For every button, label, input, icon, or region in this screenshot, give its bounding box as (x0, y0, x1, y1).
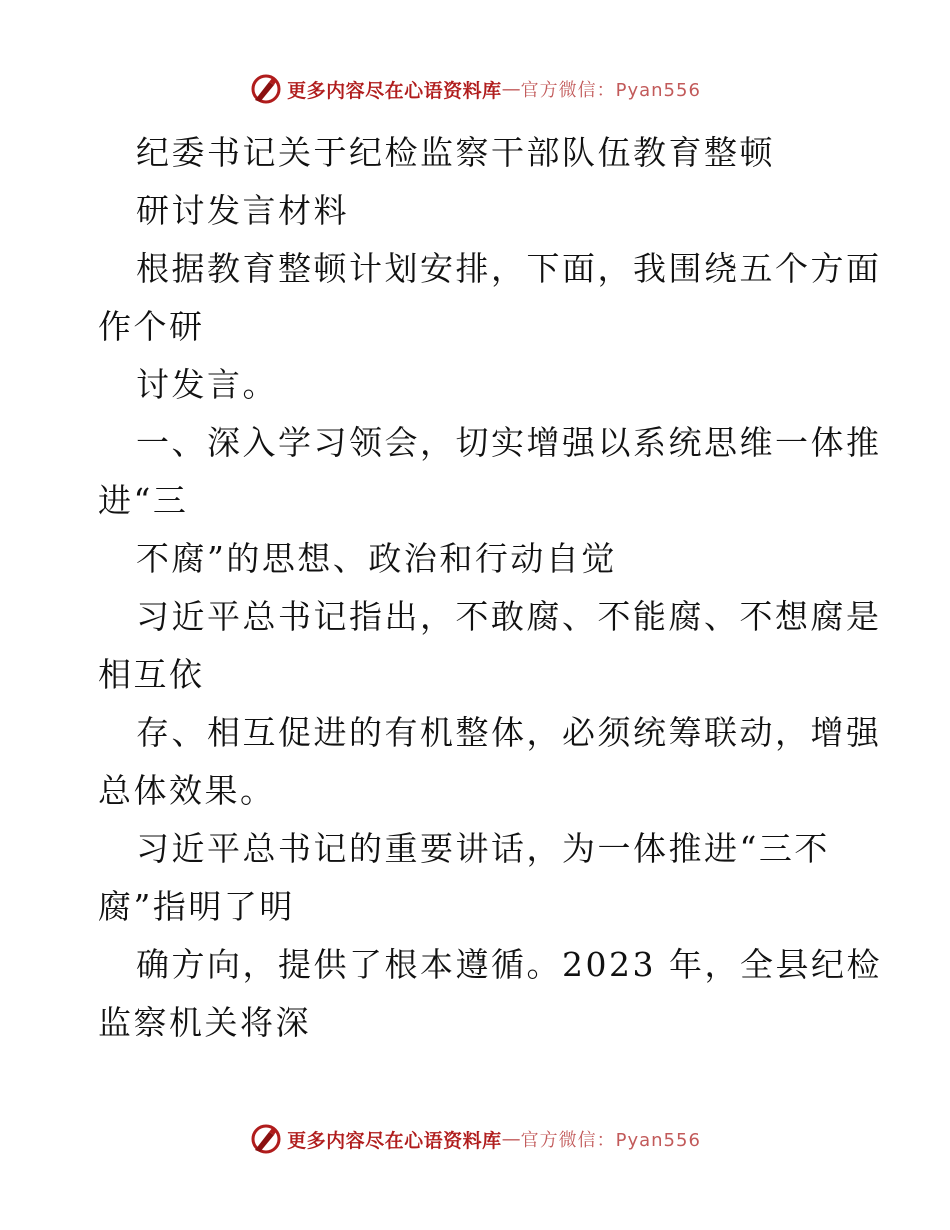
doc-line: 作个研 (98, 307, 205, 346)
doc-line: 习近平总书记的重要讲话，为一体推进“三不 (136, 829, 830, 868)
doc-line: 根据教育整顿计划安排，下面，我围绕五个方面 (136, 249, 882, 288)
banner-separator: — (501, 1128, 521, 1150)
header-banner (0, 72, 950, 106)
doc-line: 一、深入学习领会，切实增强以系统思维一体推 (136, 423, 882, 462)
banner-sub-text: 官方微信：Pyan556 (520, 1130, 701, 1151)
pen-logo-icon (249, 1122, 283, 1156)
footer-banner (0, 1122, 950, 1156)
pen-logo-icon (249, 72, 283, 106)
doc-line: 讨发言。 (136, 365, 278, 404)
banner-main-text: 更多内容尽在心语资料库 (287, 79, 502, 102)
doc-line: 进“三 (98, 481, 189, 520)
doc-line: 监察机关将深 (98, 1003, 311, 1042)
banner-main-text: 更多内容尽在心语资料库 (287, 1129, 502, 1152)
doc-line: 研讨发言材料 (136, 191, 349, 230)
doc-line: 存、相互促进的有机整体，必须统筹联动，增强 (136, 713, 882, 752)
doc-line: 习近平总书记指出，不敢腐、不能腐、不想腐是 (136, 597, 882, 636)
banner-sub-text: 官方微信：Pyan556 (520, 80, 701, 101)
doc-line: 不腐”的思想、政治和行动自觉 (136, 539, 617, 578)
doc-line: 总体效果。 (98, 771, 276, 810)
doc-line: 腐”指明了明 (98, 887, 295, 926)
doc-line: 确方向，提供了根本遵循。2023 年，全县纪检 (136, 945, 882, 984)
document-body (98, 124, 882, 1052)
banner-separator: — (501, 78, 521, 100)
doc-line: 相互依 (98, 655, 205, 694)
doc-line: 纪委书记关于纪检监察干部队伍教育整顿 (136, 133, 775, 172)
